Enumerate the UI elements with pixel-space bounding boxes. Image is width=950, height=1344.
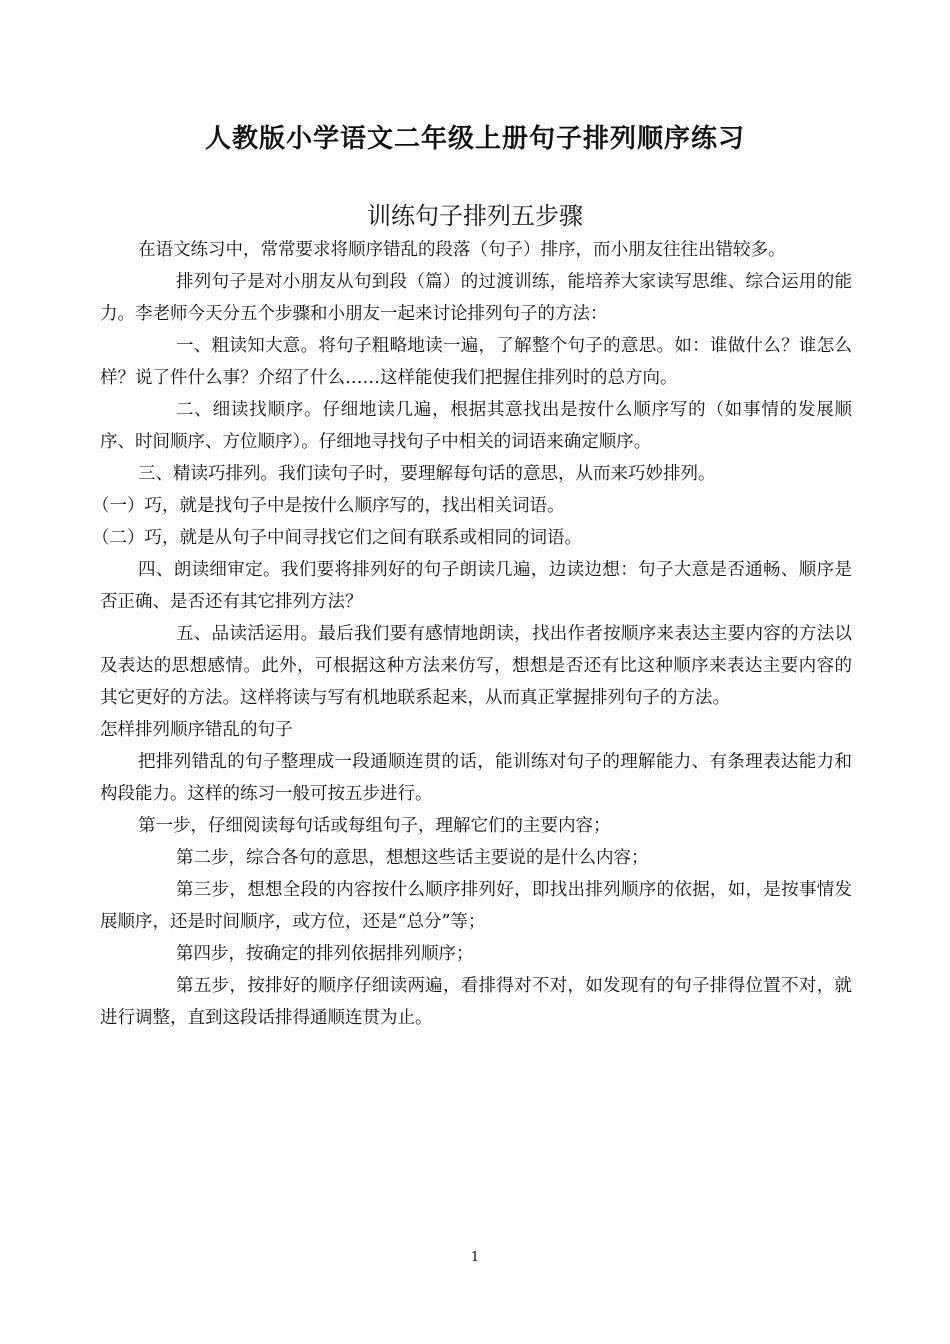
paragraph-step-3: 三、精读巧排列。我们读句子时，要理解每句话的意思，从而来巧妙排列。 [138, 464, 716, 484]
section-subtitle: 训练句子排列五步骤 [367, 202, 583, 230]
paragraph-step-4: 四、朗读细审定。我们要将排列好的句子朗读几遍，边读边想：句子大意是否通畅、顺序是否正确、是否还有其它排列方法？ [100, 560, 852, 612]
document-title: 人教版小学语文二年级上册句子排列顺序练习 [204, 124, 745, 154]
paragraph-intro: 在语文练习中，常常要求将顺序错乱的段落（句子）排序，而小朋友往往出错较多。 [138, 240, 786, 260]
section-heading: 怎样排列顺序错乱的句子 [100, 720, 293, 740]
paragraph-method-step-1: 第一步，仔细阅读每句话或每组句子，理解它们的主要内容； [138, 816, 611, 836]
paragraph-step-2: 二、细读找顺序。仔细地读几遍，根据其意找出是按什么顺序写的（如事情的发展顺序、时间顺序、方位顺序）。仔细地寻找句子中相关的词语来确定顺序。 [100, 400, 852, 452]
paragraph-method-step-5: 第五步，按排好的顺序仔细读两遍，看排得对不对，如发现有的句子排得位置不对，就进行调整，直到这段话排得通顺连贯为止。 [100, 976, 852, 1028]
paragraph-step-3-item-1: （一）巧，就是找句子中是按什么顺序写的，找出相关词语。 [92, 496, 565, 516]
paragraph-step-5: 五、品读活运用。最后我们要有感情地朗读，找出作者按顺序来表达主要内容的方法以及表达的思想感情。此外，可根据这种方法来仿写，想想是否还有比这种顺序来表达主要内容的其它更好的方法。这样将读与写有机地联系起来，从而真正掌握排列句子的方法。 [100, 624, 852, 708]
paragraph-overview: 排列句子是对小朋友从句到段（篇）的过渡训练，能培养大家读写思维、综合运用的能力。李老师今天分五个步骤和小朋友一起来讨论排列句子的方法： [100, 272, 852, 324]
paragraph-method-step-4: 第四步，按确定的排列依据排列顺序； [176, 944, 474, 964]
document-body [92, 234, 852, 1034]
paragraph-method-step-2: 第二步，综合各句的意思，想想这些话主要说的是什么内容； [176, 848, 649, 868]
paragraph-step-1: 一、粗读知大意。将句子粗略地读一遍，了解整个句子的意思。如：谁做什么？谁怎么样？说了件什么事？介绍了什么……这样能使我们把握住排列时的总方向。 [100, 336, 852, 388]
paragraph-method-intro: 把排列错乱的句子整理成一段通顺连贯的话，能训练对句子的理解能力、有条理表达能力和构段能力。这样的练习一般可按五步进行。 [100, 752, 852, 804]
paragraph-method-step-3: 第三步，想想全段的内容按什么顺序排列好，即找出排列顺序的依据，如，是按事情发展顺序，还是时间顺序，或方位，还是“总分”等； [100, 880, 852, 932]
paragraph-step-3-item-2: （二）巧，就是从句子中间寻找它们之间有联系或相同的词语。 [92, 528, 582, 548]
page-number: 1 [470, 1250, 480, 1265]
